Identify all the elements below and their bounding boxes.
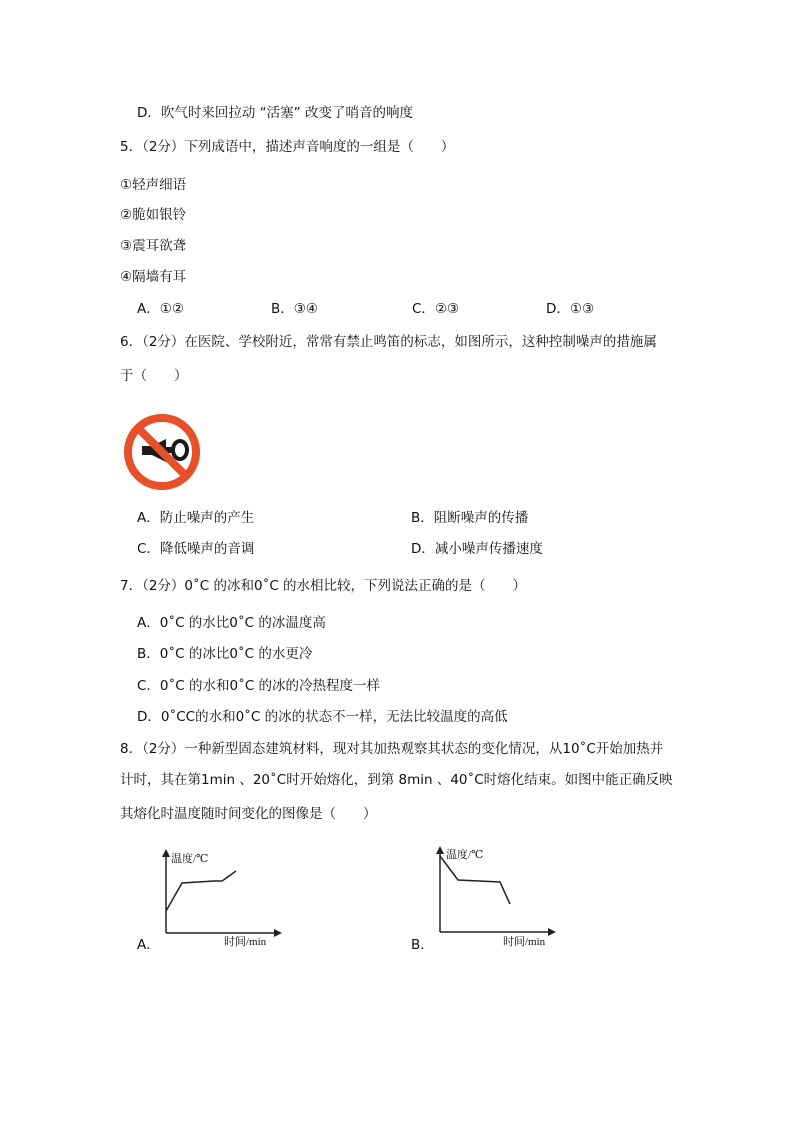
q5-option-b: B．③④ — [271, 301, 318, 317]
q5-option-a: A．①② — [137, 301, 184, 317]
no-honking-sign-figure — [122, 412, 202, 492]
q4-option-d: D．吹气时来回拉动 “活塞” 改变了哨音的响度 — [137, 105, 413, 121]
graph-a-option-label: A． — [137, 937, 160, 953]
q7-option-b: B．0˚C 的冰比0˚C 的水更冷 — [137, 646, 313, 662]
q6-option-c: C．降低噪声的音调 — [137, 541, 255, 557]
q5-item-3: ③震耳欲聋 — [120, 238, 187, 254]
q5-stem: 5．（2分）下列成语中，描述声音响度的一组是（ ） — [120, 139, 455, 155]
graph-a-ylabel: 温度/℃ — [171, 853, 209, 865]
graph-b-xlabel: 时间/min — [503, 936, 546, 948]
q5-item-4: ④隔墙有耳 — [120, 269, 187, 285]
q5-option-c: C．②③ — [412, 301, 460, 317]
q7-stem: 7．（2分）0˚C 的冰和0˚C 的水相比较，下列说法正确的是（ ） — [120, 578, 527, 594]
q5-option-d: D．①③ — [546, 301, 595, 317]
q6-option-a: A．防止噪声的产生 — [137, 510, 255, 526]
q8-stem-line-3: 其熔化时温度随时间变化的图像是（ ） — [120, 806, 377, 822]
q7-option-c: C．0˚C 的水和0˚C 的冰的冷热程度一样 — [137, 678, 381, 694]
no-honking-icon — [122, 412, 202, 492]
graph-a-xlabel: 时间/min — [224, 936, 267, 948]
q6-stem-line-1: 6．（2分）在医院、学校附近，常常有禁止鸣笛的标志，如图所示，这种控制噪声的措施属 — [120, 334, 657, 350]
q8-stem-line-2: 计时，其在第1min 、20˚C时开始熔化，到第 8min 、40˚C时熔化结束。如图中能正确反映 — [120, 772, 673, 788]
q7-option-d: D．0˚CC的水和0˚C 的冰的状态不一样，无法比较温度的高低 — [137, 709, 508, 725]
q6-option-d: D．减小噪声传播速度 — [411, 541, 543, 557]
q5-item-1: ①轻声细语 — [120, 177, 187, 193]
q5-item-2: ②脆如银铃 — [120, 207, 187, 223]
q6-stem-line-2: 于（ ） — [120, 368, 188, 384]
q8-stem-line-1: 8．（2分）一种新型固态建筑材料，现对其加热观察其状态的变化情况，从10˚C开始加热并 — [120, 741, 664, 757]
graph-b-option-label: B． — [411, 937, 434, 953]
q6-option-b: B．阻断噪声的传播 — [411, 510, 529, 526]
graph-b-ylabel: 温度/℃ — [446, 849, 484, 861]
q7-option-a: A．0˚C 的水比0˚C 的冰温度高 — [137, 615, 326, 631]
